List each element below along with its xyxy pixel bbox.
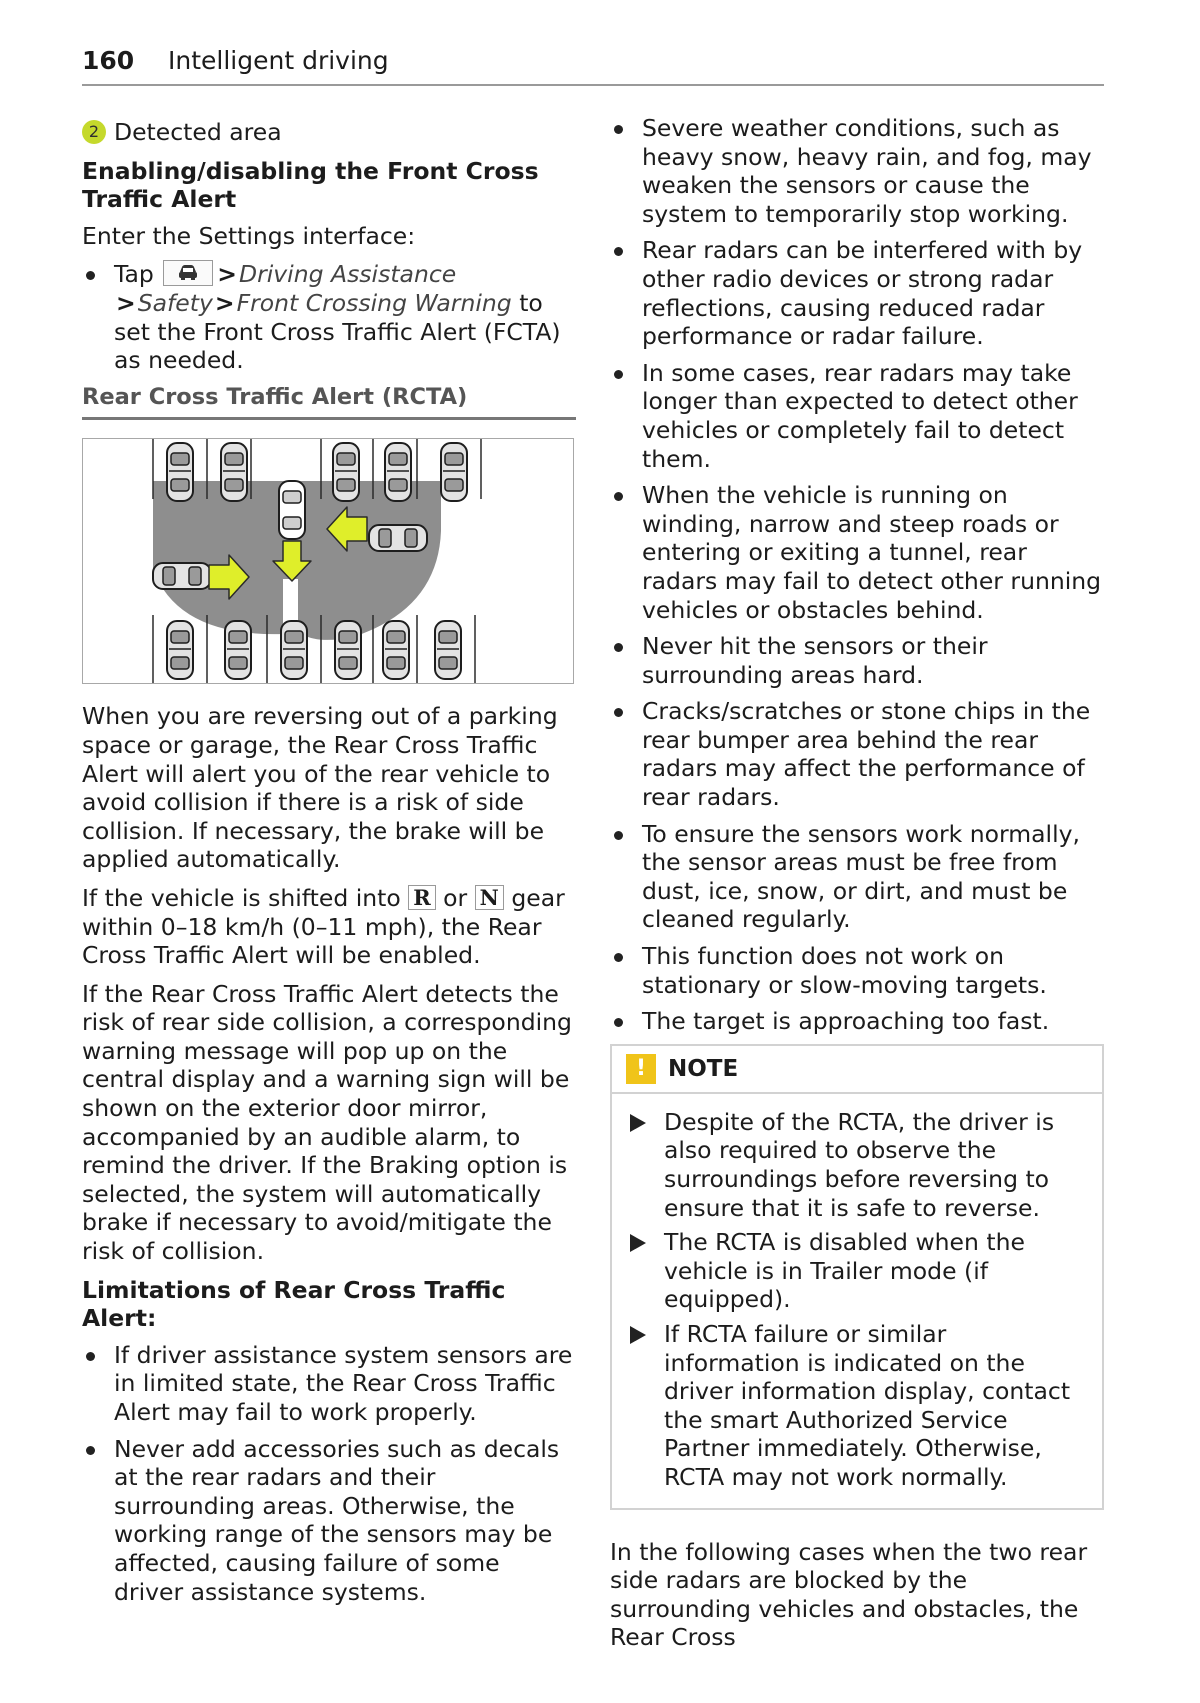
list-item: This function does not work on stationary or slow-moving targets. — [610, 942, 1104, 999]
chevron-right-icon: > — [214, 288, 235, 317]
rcta-heading: Rear Cross Traffic Alert (RCTA) — [82, 383, 576, 421]
tap-instruction-suffix: to set the Front Cross Traffic Alert (FCTA) as needed. — [114, 288, 561, 375]
figure-callout — [82, 118, 576, 147]
list-item: Cracks/scratches or stone chips in the rear bumper area behind the rear radars may affect the performance of rear radars. — [610, 697, 1104, 811]
list-item: Despite of the RCTA, the driver is also required to observe the surroundings before reversing to ensure that it is safe to reverse. — [626, 1108, 1088, 1222]
menu-path-safety: Safety — [137, 288, 213, 317]
rcta-warning-description: If the Rear Cross Traffic Alert detects the risk of rear side collision, a corresponding warning message will pop up on the central display and a warning sign will be shown on the exterior door mirror, accompanied by an audible alarm, to remind the driver. If the Braking option is selected, the system will automatically brake if necessary to avoid/mitigate the risk of collision. — [82, 979, 572, 1266]
chevron-right-icon: > — [217, 260, 237, 289]
limitations-list-continued — [610, 114, 1104, 1036]
list-item: Never hit the sensors or their surrounding areas hard. — [610, 632, 1104, 689]
note-header — [612, 1046, 1102, 1094]
list-item: The RCTA is disabled when the vehicle is in Trailer mode (if equipped). — [626, 1228, 1088, 1314]
page-number: 160 — [82, 46, 135, 75]
callout-number-badge: 2 — [82, 120, 106, 144]
fcta-heading: Enabling/disabling the Front Cross Traffic Alert — [82, 156, 539, 214]
note-box — [610, 1044, 1104, 1510]
menu-path-front-crossing-warning: Front Crossing Warning — [236, 288, 512, 317]
rcta-description: When you are reversing out of a parking space or garage, the Rear Cross Traffic Alert will alert you of the rear vehicle to avoid collision if there is a risk of side collision. If necessary, the brake will be applied automatically. — [82, 702, 558, 874]
limitations-heading: Limitations of Rear Cross Traffic Alert: — [82, 1275, 506, 1333]
list-item: Never add accessories such as decals at the rear radars and their surrounding areas. Otherwise, the working range of the sensors may be affected, causing failure of some driver assistance systems. — [82, 1435, 576, 1607]
tap-word: Tap — [114, 260, 154, 289]
list-item: Rear radars can be interfered with by other radio devices or strong radar reflections, causing reduced radar performance or radar failure. — [610, 236, 1104, 350]
list-item: To ensure the sensors work normally, the sensor areas must be free from dust, ice, snow, or dirt, and must be cleaned regularly. — [610, 820, 1104, 934]
vehicle-settings-icon — [163, 260, 213, 286]
list-item: When the vehicle is running on winding, narrow and steep roads or entering or exiting a tunnel, rear radars may fail to detect other running vehicles or obstacles behind. — [610, 481, 1104, 624]
tap-instruction — [82, 260, 576, 374]
list-item: If RCTA failure or similar information is indicated on the driver information display, contact the smart Authorized Service Partner immediately. Otherwise, RCTA may not work normally. — [626, 1320, 1088, 1492]
activation-suffix: gear within 0–18 km/h (0–11 mph), the Rear Cross Traffic Alert will be enabled. — [82, 883, 565, 970]
list-item: Severe weather conditions, such as heavy snow, heavy rain, and fog, may weaken the sensors or cause the system to temporarily stop working. — [610, 114, 1104, 228]
gear-r-key: R — [408, 885, 435, 910]
note-body — [612, 1094, 1102, 1508]
gear-n-key: N — [475, 885, 504, 910]
left-column — [82, 118, 576, 1614]
section-title: Intelligent driving — [168, 46, 389, 75]
list-item: The target is approaching too fast. — [610, 1007, 1104, 1036]
rcta-activation — [82, 884, 576, 970]
note-list — [626, 1108, 1088, 1492]
page-header — [82, 40, 1104, 86]
tap-instruction-list — [82, 260, 576, 374]
list-item: In some cases, rear radars may take longer than expected to detect other vehicles or completely fail to detect them. — [610, 359, 1104, 473]
closing-paragraph: In the following cases when the two rear side radars are blocked by the surrounding vehicles and obstacles, the Rear Cross — [610, 1537, 1088, 1652]
limitations-list — [82, 1341, 576, 1606]
list-item: If driver assistance system sensors are in limited state, the Rear Cross Traffic Alert may fail to work properly. — [82, 1341, 576, 1427]
note-title: NOTE — [668, 1055, 739, 1082]
activation-or: or — [443, 883, 468, 912]
settings-intro: Enter the Settings interface: — [82, 221, 416, 250]
chevron-right-icon: > — [116, 288, 136, 317]
callout-label: Detected area — [114, 118, 282, 146]
right-column — [610, 114, 1104, 1652]
warning-icon: ! — [626, 1054, 656, 1084]
rcta-illustration — [82, 438, 574, 684]
activation-prefix: If the vehicle is shifted into — [82, 883, 401, 912]
menu-path-driving-assistance: Driving Assistance — [238, 260, 457, 289]
